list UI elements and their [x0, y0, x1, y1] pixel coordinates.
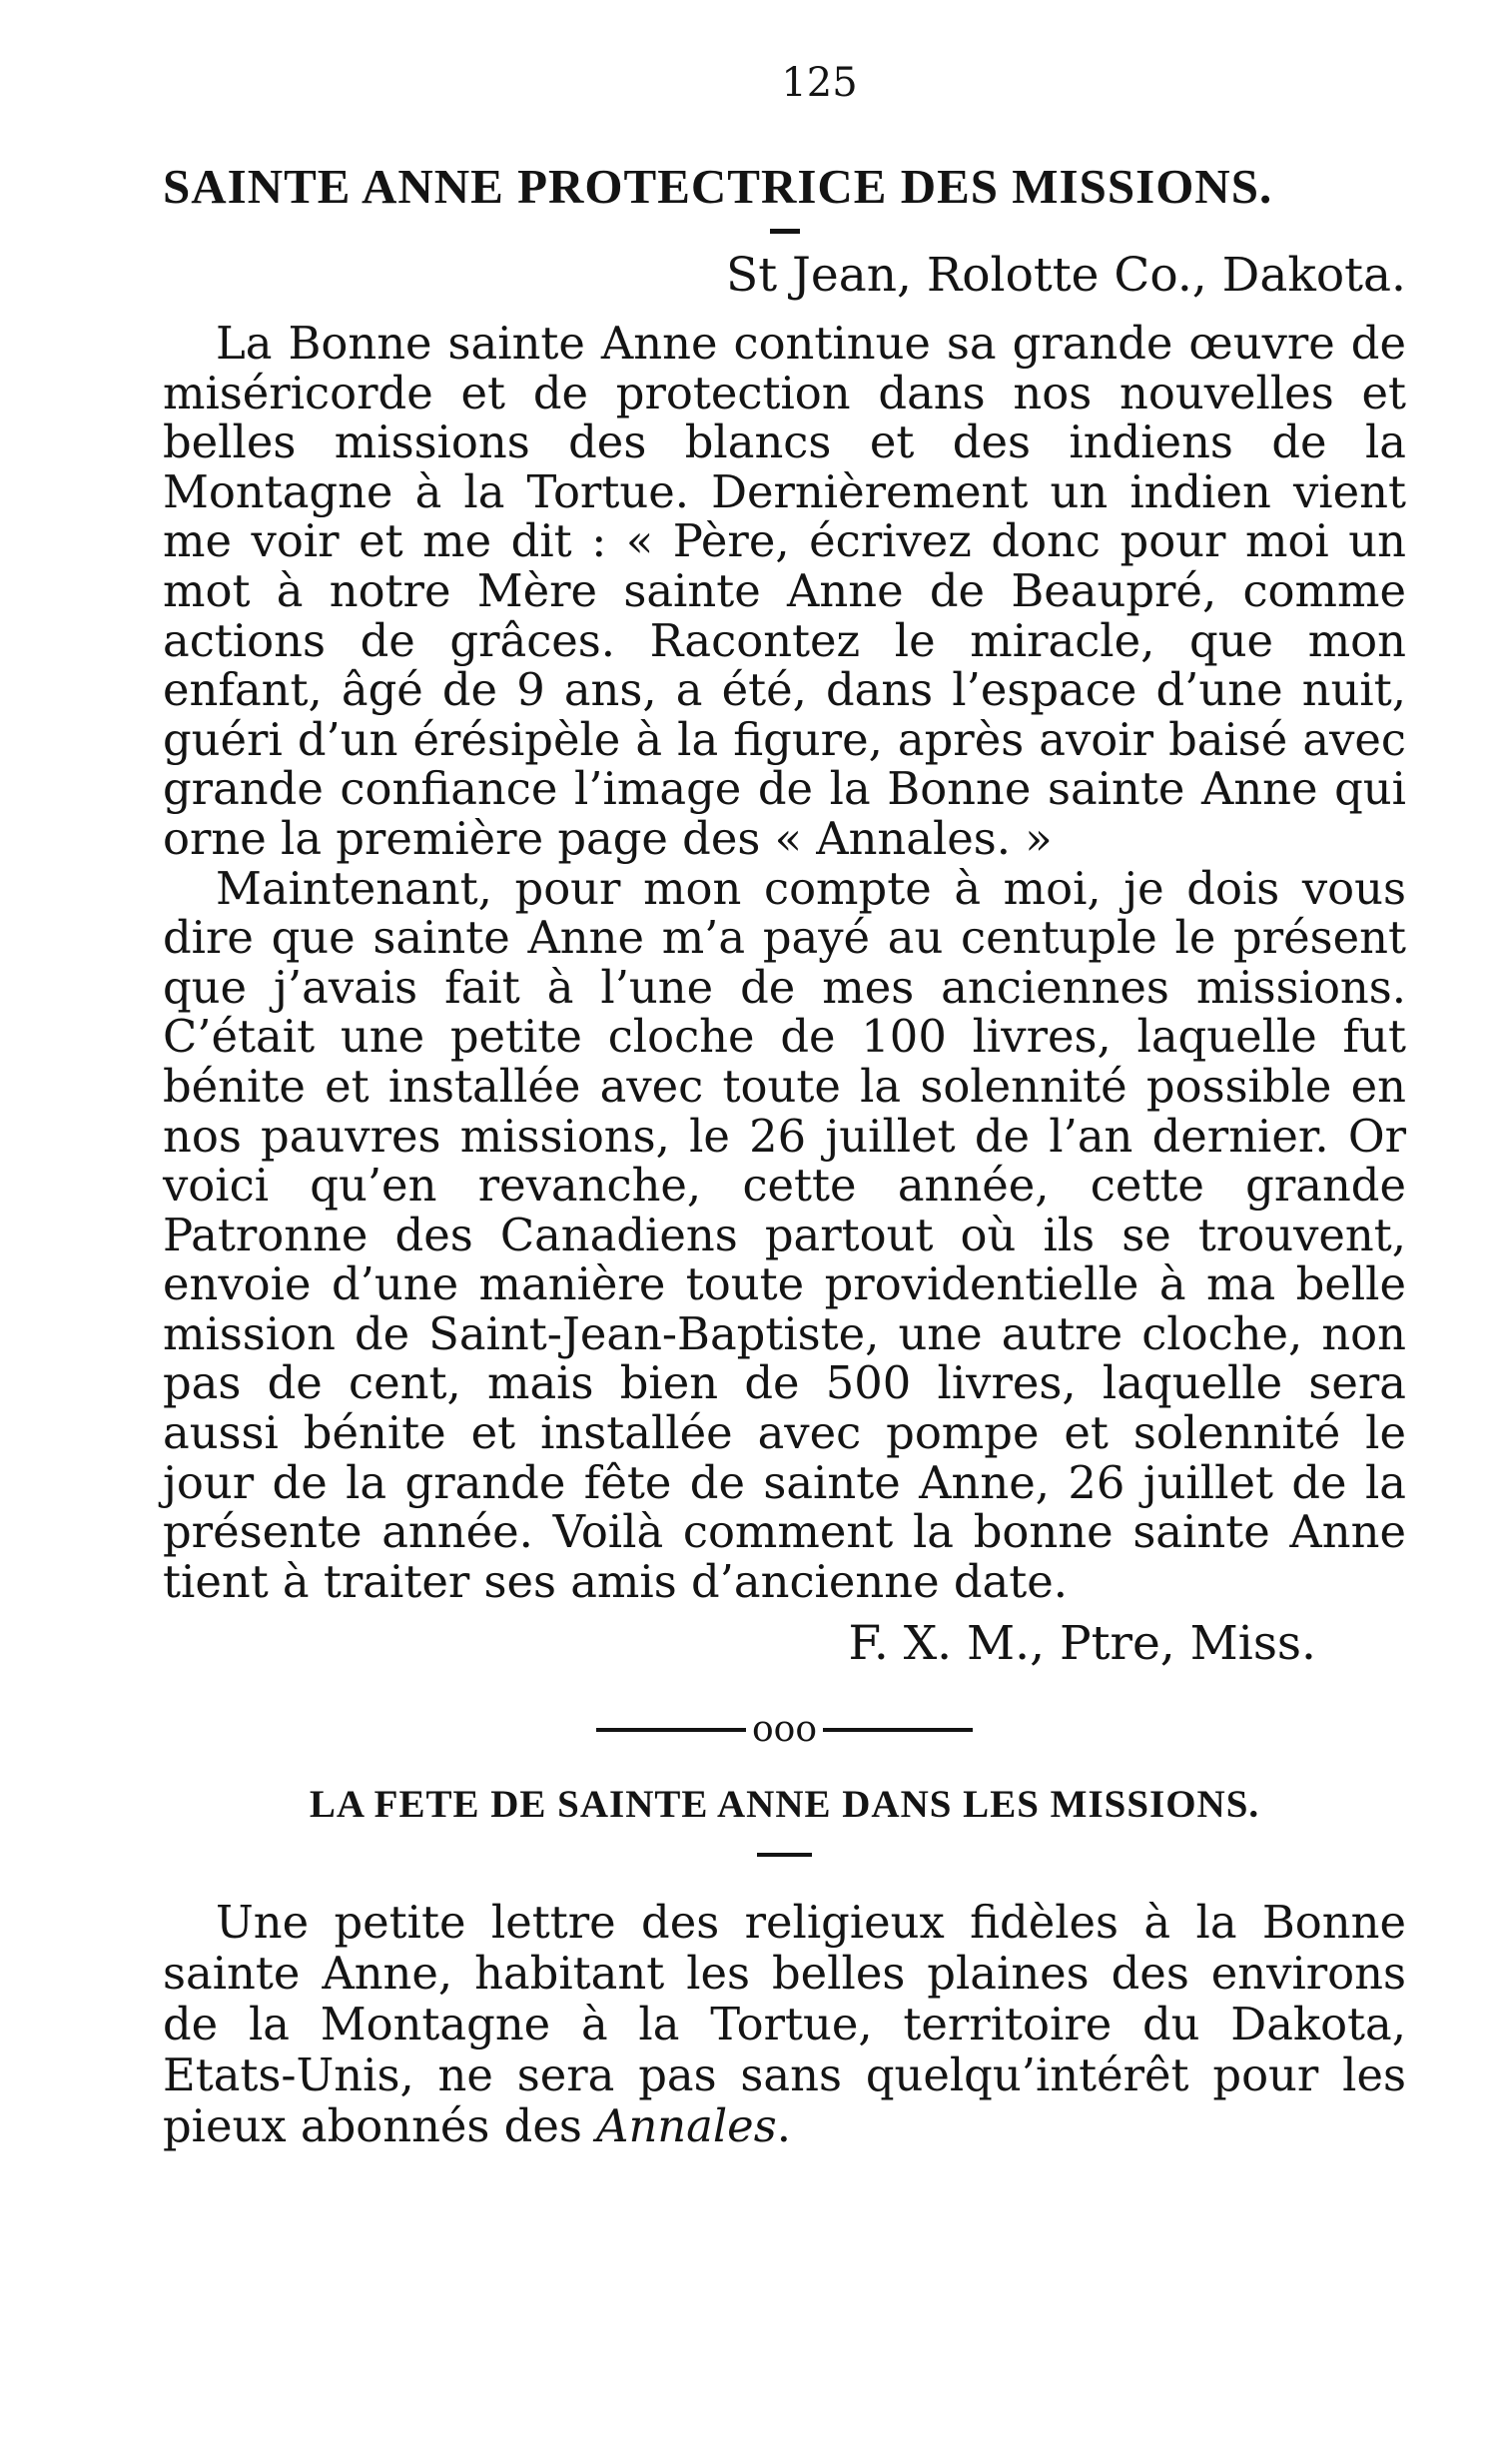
section-separator [163, 1709, 1406, 1750]
separator-line-left [596, 1728, 746, 1732]
paragraph-3 [163, 1897, 1406, 2151]
paragraph-2: Maintenant, pour mon compte à moi, je dois vous dire que sainte Anne m’a payé au centuple le présent que j’avais fait à l’une de mes anciennes missions. C’était une petite cloche de 100 livres, laquelle fut bénite et installée avec toute la solennité possible en nos pauvres missions, le 26 juillet de l’an dernier. Or voici qu’en revanche, cette année, cette grande Patronne des Canadiens partout où ils se trouvent, envoie d’une manière toute providentielle à ma belle mission de Saint-Jean-Baptiste, une autre cloche, non pas de cent, mais bien de 500 livres, laquelle sera aussi bénite et installée avec pompe et solennité le jour de la grande fête de sainte Anne, 26 juillet de la présente année. Voilà comment la bonne sainte Anne tient à traiter ses amis d’ancienne date. [163, 861, 1406, 1608]
signature: F. X. M., Ptre, Miss. [848, 1616, 1316, 1672]
paragraph-1: La Bonne sainte Anne continue sa grande œuvre de miséricorde et de protection dans nos nouvelles et belles missions des blancs et des indiens de la Montagne à la Tortue. Dernièrement un indien vient me voir et me dit : « Père, écrivez donc pour moi un mot à notre Mère sainte Anne de Beaupré, comme actions de grâces. Racontez le miracle, que mon enfant, âgé de 9 ans, a été, dans l’espace d’une nuit, guéri d’un érésipèle à la figure, après avoir baisé avec grande confiance l’image de la Bonne sainte Anne qui orne la première page des « Annales. » [163, 317, 1406, 865]
separator-line-right [823, 1728, 973, 1732]
paragraph-3-italic: Annales [596, 2099, 777, 2153]
page-number: 125 [781, 60, 858, 106]
paragraph-3-text: Une petite lettre des religieux fidèles à la Bonne sainte Anne, habitant les belles plaines des environs de la Montagne à la Tortue, territoire du Dakota, Etats-Unis, ne sera pas sans quelqu’intérêt pour les pieux abonnés des [163, 1896, 1406, 2153]
section-title: LA FETE DE SAINTE ANNE DANS LES MISSIONS. [309, 1783, 1260, 1827]
dateline-place: St Jean, Rolotte Co., Dakota. [726, 248, 1406, 303]
page [163, 60, 1406, 2151]
title-rule [770, 229, 800, 234]
separator-text: ooo [751, 1709, 818, 1751]
paragraph-3-end: . [776, 2099, 791, 2153]
article-title: SAINTE ANNE PROTECTRICE DES MISSIONS. [163, 159, 1273, 214]
section-title-rule [757, 1853, 812, 1857]
